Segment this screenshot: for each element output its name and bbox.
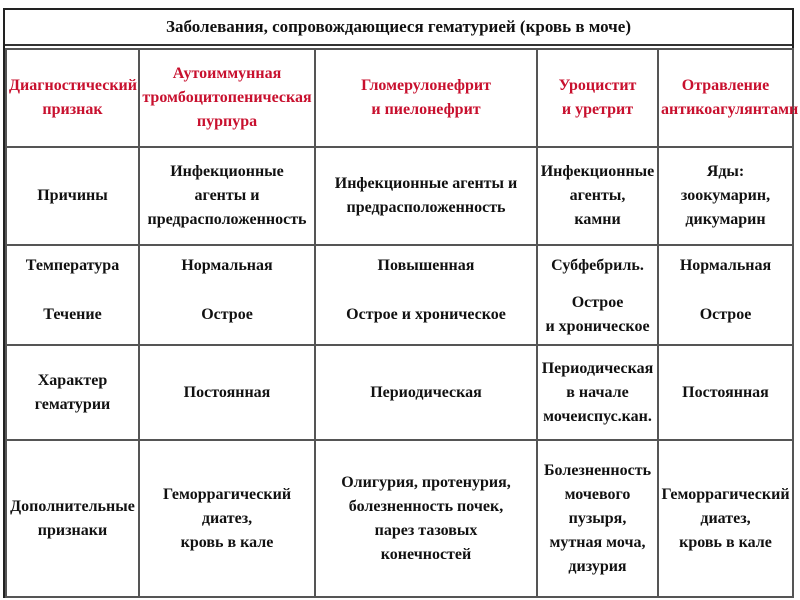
- table-cell: Субфебриль.: [537, 245, 658, 285]
- header-anticoagulant-poisoning: Отравление антикоагулянтами: [658, 49, 793, 147]
- table-cell: Острое и хроническое: [537, 285, 658, 345]
- row-label-causes: Причины: [6, 147, 139, 245]
- table-cell: Олигурия, протенурия, болезненность почек, парез тазовых конечностей: [315, 440, 537, 597]
- table-row: [6, 245, 793, 285]
- table-cell: Инфекционные агенты и предрасположенность: [139, 147, 315, 245]
- page-title: Заболевания, сопровождающиеся гематурией (кровь в моче): [5, 10, 792, 46]
- table-cell: Постоянная: [658, 345, 793, 440]
- header-glomerulonephritis: Гломерулонефрит и пиелонефрит: [315, 49, 537, 147]
- table-cell: Нормальная: [658, 245, 793, 285]
- table-cell: Постоянная: [139, 345, 315, 440]
- row-label-course: Течение: [6, 285, 139, 345]
- table-cell: Повышенная: [315, 245, 537, 285]
- table-row: [6, 285, 793, 345]
- table-cell: Острое: [139, 285, 315, 345]
- table-cell: Геморрагический диатез, кровь в кале: [139, 440, 315, 597]
- table-frame: [3, 8, 799, 598]
- header-purpura: Аутоиммунная тромбоцитопеническая пурпура: [139, 49, 315, 147]
- table-cell: Острое и хроническое: [315, 285, 537, 345]
- row-label-hematuria-type: Характер гематурии: [6, 345, 139, 440]
- table-cell: Периодическая: [315, 345, 537, 440]
- table-row: [6, 440, 793, 597]
- table-cell: Болезненность мочевого пузыря, мутная моча, дизурия: [537, 440, 658, 597]
- header-diagnostic-sign: Диагностический признак: [6, 49, 139, 147]
- table-row: [6, 147, 793, 245]
- table-header-row: [6, 49, 793, 147]
- table-cell: Периодическая в начале мочеиспус.кан.: [537, 345, 658, 440]
- table-cell: Геморрагический диатез, кровь в кале: [658, 440, 793, 597]
- table-row: [6, 345, 793, 440]
- row-label-additional-signs: Дополнительные признаки: [6, 440, 139, 597]
- row-label-temperature: Температура: [6, 245, 139, 285]
- table-cell: Нормальная: [139, 245, 315, 285]
- table-cell: Инфекционные агенты, камни: [537, 147, 658, 245]
- header-urocystitis: Уроцистит и уретрит: [537, 49, 658, 147]
- table-cell: Острое: [658, 285, 793, 345]
- table-cell: Яды: зоокумарин, дикумарин: [658, 147, 793, 245]
- table-cell: Инфекционные агенты и предрасположенность: [315, 147, 537, 245]
- hematuria-table: [5, 48, 799, 598]
